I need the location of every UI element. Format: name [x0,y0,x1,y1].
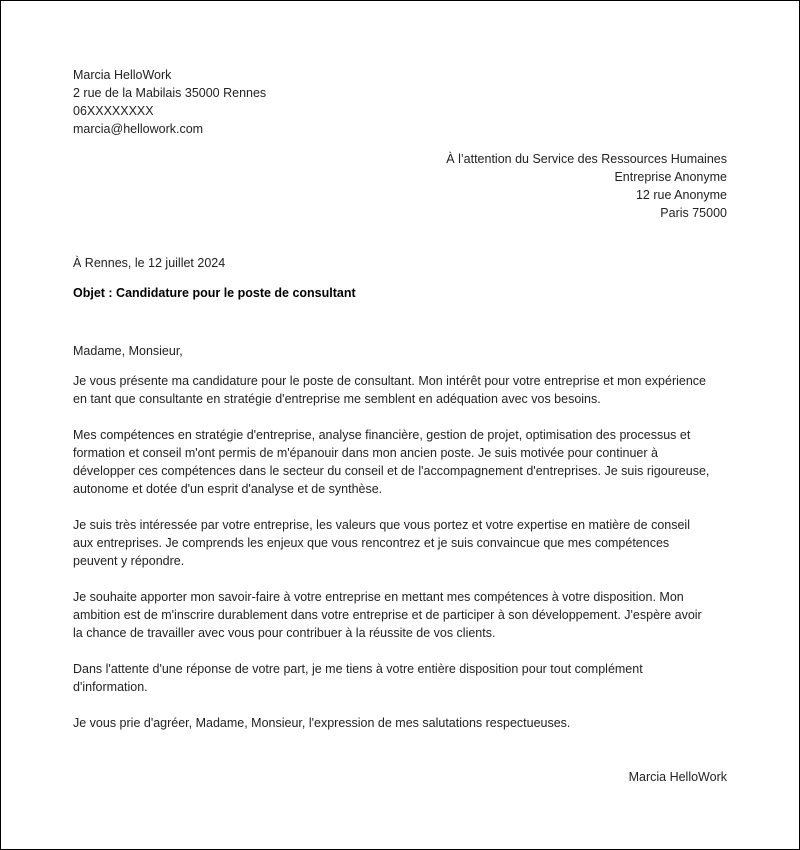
paragraph-line: Dans l'attente d'une réponse de votre part, je me tiens à votre entière disposition pour tout complément [73,662,643,676]
signature: Marcia HelloWork [628,770,727,784]
subject-line: Objet : Candidature pour le poste de consultant [73,286,356,300]
paragraph-line: ambition est de m'inscrire durablement dans votre entreprise et de participer à son développement. J'espère avoir [73,608,702,622]
paragraph-1 [73,372,733,408]
sender-address: 2 rue de la Mabilais 35000 Rennes [73,86,267,100]
recipient-block [446,150,727,222]
paragraph-line: en tant que consultante en stratégie d'entreprise me semblent en adéquation avec vos besoins. [73,392,601,406]
date-line: À Rennes, le 12 juillet 2024 [73,256,226,270]
paragraph-5 [73,660,733,696]
paragraph-line: développer ces compétences dans le secteur du conseil et de l'accompagnement d'entreprises. Je suis rigoureuse, [73,464,710,478]
paragraph-line: peuvent y répondre. [73,554,185,568]
recipient-attention: À l’attention du Service des Ressources Humaines [446,152,727,166]
paragraph-line: Je vous présente ma candidature pour le poste de consultant. Mon intérêt pour votre entreprise et mon expérience [73,374,707,388]
paragraph-line: autonome et dotée d'un esprit d'analyse et de synthèse. [73,482,383,496]
paragraph-line: aux entreprises. Je comprends les enjeux que vous rencontrez et je suis convaincue que mes compétences [73,536,670,550]
recipient-street: 12 rue Anonyme [635,188,727,202]
paragraph-3 [73,516,733,570]
paragraph-line: Je suis très intéressée par votre entreprise, les valeurs que vous portez et votre expertise en matière de conseil [73,518,690,532]
paragraph-line: Mes compétences en stratégie d'entreprise, analyse financière, gestion de projet, optimisation des processus et [73,428,691,442]
salutation: Madame, Monsieur, [73,344,183,358]
sender-name: Marcia HelloWork [73,68,172,82]
sender-email: marcia@hellowork.com [73,122,204,136]
paragraph-line: formation et conseil m'ont permis de m'épanouir dans mon ancien poste. Je suis motivée pour continuer à [73,446,658,460]
paragraph-line: d'information. [73,680,148,694]
paragraph-line: Je vous prie d'agréer, Madame, Monsieur, l'expression de mes salutations respectueuses. [73,716,571,730]
recipient-company: Entreprise Anonyme [614,170,727,184]
sender-phone: 06XXXXXXXX [73,104,154,118]
letter-body [73,372,733,750]
recipient-city: Paris 75000 [660,206,727,220]
paragraph-line: Je souhaite apporter mon savoir-faire à votre entreprise en mettant mes compétences à votre disposition. Mon [73,590,684,604]
paragraph-2 [73,426,733,498]
paragraph-4 [73,588,733,642]
sender-block [73,66,266,138]
paragraph-line: la chance de travailler avec vous pour contribuer à la réussite de vos clients. [73,626,496,640]
paragraph-6 [73,714,733,732]
